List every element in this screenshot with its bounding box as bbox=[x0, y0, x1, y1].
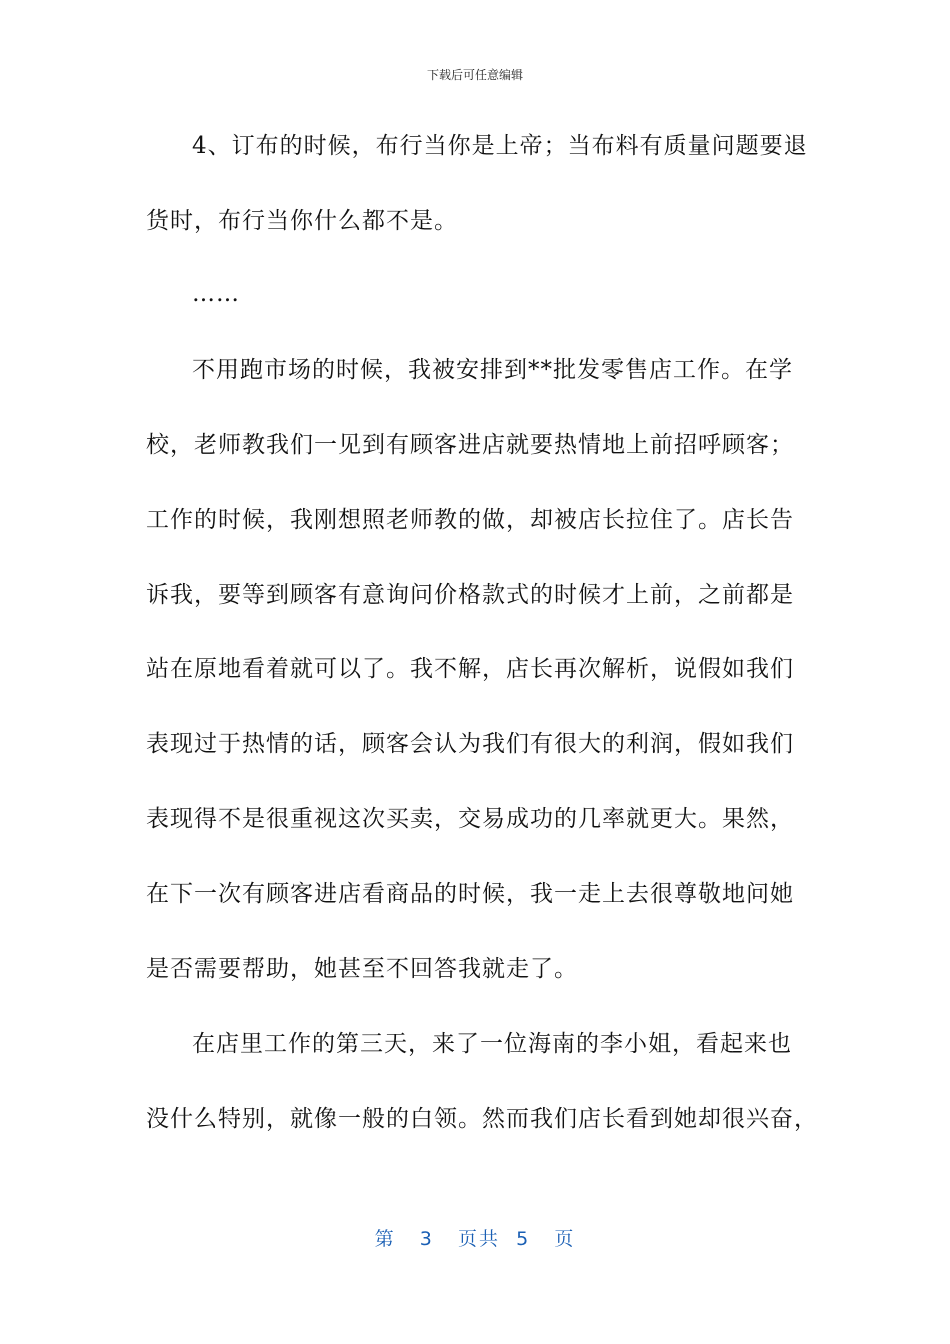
text-line: 在店里工作的第三天，来了一位海南的李小姐，看起来也 bbox=[192, 1031, 792, 1057]
text-line: 是否需要帮助，她甚至不回答我就走了。 bbox=[146, 956, 578, 982]
page-label-middle: 页共 bbox=[458, 1228, 501, 1250]
text-line: 表现过于热情的话，顾客会认为我们有很大的利润，假如我们 bbox=[146, 731, 794, 757]
page-label-suffix: 页 bbox=[554, 1228, 576, 1250]
text-line: 诉我，要等到顾客有意询问价格款式的时候才上前，之前都是 bbox=[146, 582, 794, 608]
text-line: 站在原地看着就可以了。我不解，店长再次解析，说假如我们 bbox=[146, 656, 794, 682]
text-line: 货时，布行当你什么都不是。 bbox=[146, 208, 458, 234]
text-line: 校，老师教我们一见到有顾客进店就要热情地上前招呼顾客； bbox=[146, 432, 794, 458]
text-line: 没什么特别，就像一般的白领。然而我们店长看到她却很兴奋， bbox=[146, 1106, 818, 1132]
current-page-number: 3 bbox=[419, 1228, 434, 1250]
text-line: 4、订布的时候，布行当你是上帝；当布料有质量问题要退 bbox=[192, 133, 808, 159]
page-footer bbox=[0, 1224, 950, 1251]
text-line: 不用跑市场的时候，我被安排到**批发零售店工作。在学 bbox=[192, 357, 793, 383]
text-line: 在下一次有顾客进店看商品的时候，我一走上去很尊敬地问她 bbox=[146, 881, 794, 907]
text-line: 表现得不是很重视这次买卖，交易成功的几率就更大。果然， bbox=[146, 806, 794, 832]
total-pages-number: 5 bbox=[516, 1228, 531, 1250]
text-line: 工作的时候，我刚想照老师教的做，却被店长拉住了。店长告 bbox=[146, 507, 794, 533]
ellipsis-line: …… bbox=[192, 281, 240, 307]
page-label-prefix: 第 bbox=[374, 1228, 396, 1250]
header-note: 下载后可任意编辑 bbox=[426, 68, 523, 82]
